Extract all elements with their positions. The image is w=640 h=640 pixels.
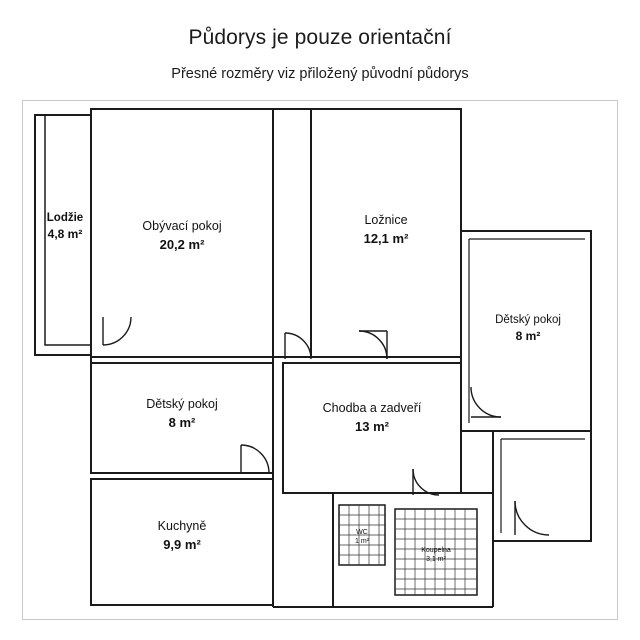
- room-label-wc: WC 1 m²: [355, 529, 369, 545]
- room-label-loznice: Ložnice 12,1 m²: [363, 213, 409, 246]
- page-title: Půdorys je pouze orientační: [188, 26, 452, 49]
- room-label-obyvaci-pokoj: Obývací pokoj 20,2 m²: [142, 219, 222, 252]
- room-label-chodba: Chodba a zadveří 13 m²: [322, 401, 422, 434]
- floorplan-canvas: [22, 100, 618, 620]
- room-label-detsky-pokoj-left: Dětský pokoj 8 m²: [146, 397, 218, 430]
- page-subtitle: Přesné rozměry viz přiložený původní půdorys: [171, 66, 469, 82]
- room-label-kuchyne: Kuchyně 9,9 m²: [157, 519, 207, 552]
- room-label-lodzie: Lodžie 4,8 m²: [46, 212, 84, 242]
- room-label-koupelna: Koupelna 3,1 m²: [421, 547, 451, 563]
- room-label-detsky-pokoj-right: Dětský pokoj 8 m²: [495, 314, 561, 344]
- floorplan-drawing: [23, 101, 619, 621]
